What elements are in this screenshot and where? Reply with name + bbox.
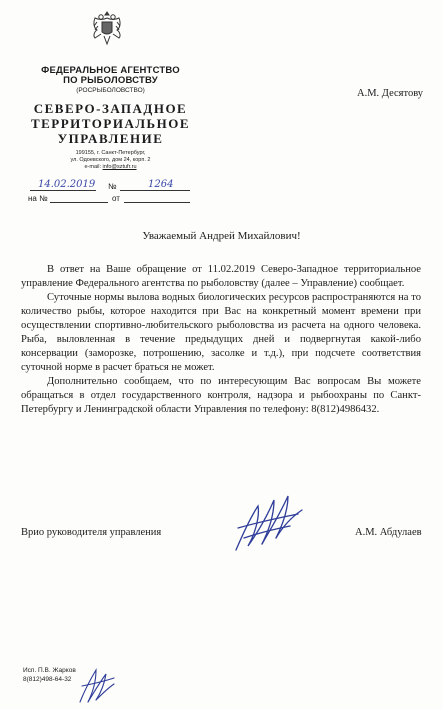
greeting: Уважаемый Андрей Михайлович! (142, 230, 301, 242)
from-underline (124, 202, 190, 203)
executor-name: Исп. П.В. Жарков (23, 667, 76, 674)
agency-name: ФЕДЕРАЛЬНОЕ АГЕНТСТВО ПО РЫБОЛОВСТВУ (41, 65, 180, 86)
signatory-name: А.М. Абдулаев (355, 527, 422, 538)
initials-scribble-icon (74, 664, 119, 706)
coat-of-arms-icon (90, 8, 124, 48)
addressee: А.М. Десятову (357, 88, 424, 99)
number-underline (120, 190, 190, 191)
paragraph: Дополнительно сообщаем, что по интересующим Вас вопросам Вы можете обращаться в отдел государственного контроля, надзора и рыбоохраны по Санкт-Петербургу и Ленинградской области Управления по телефону: 8(812)4986432. (21, 376, 421, 415)
department-name: СЕВЕРО-ЗАПАДНОЕ ТЕРРИТОРИАЛЬНОЕ УПРАВЛЕНИЕ (30, 101, 191, 146)
executor-phone: 8(812)498-64-32 (23, 675, 72, 683)
reference-underline (50, 202, 108, 203)
handwritten-signature-icon (228, 488, 310, 558)
outgoing-date: 14.02.2019 (38, 179, 96, 190)
from-label: от (112, 194, 120, 203)
number-label: № (108, 182, 117, 191)
signatory-position: Врио руководителя управления (21, 527, 162, 538)
reference-label: на № (28, 194, 48, 203)
department-address: 199155, г. Санкт-Петербург, ул. Одоевского, дом 24, корп. 2 e-mail: info@sztufr.ru (70, 150, 151, 170)
paragraph: Суточные нормы вылова водных биологических ресурсов распространяются на то количество рыбы, которое находится при Вас на конкретный момент времени при осуществлении спортивно-любительского рыболовства из расчета на одного человека. Рыба, выловленная в течение предыдущих дней и подвергнутая какой-либо консервации (заморозке, потрошению, засолке и т.д.), при подсчете соответствия суточной норме в расчет браться не может. (21, 292, 421, 373)
date-underline (30, 190, 96, 191)
paragraph: В ответ на Ваше обращение от 11.02.2019 Северо-Западное территориальное управление Федерального агентства по рыболовству (далее – Управление) сообщает. (21, 264, 421, 289)
letter-body (21, 263, 421, 417)
outgoing-number: 1264 (148, 179, 174, 190)
executor-info (23, 667, 76, 684)
email-link[interactable]: info@sztufr.ru (102, 164, 137, 170)
agency-abbreviation: (РОСРЫБОЛОВСТВО) (76, 87, 145, 94)
